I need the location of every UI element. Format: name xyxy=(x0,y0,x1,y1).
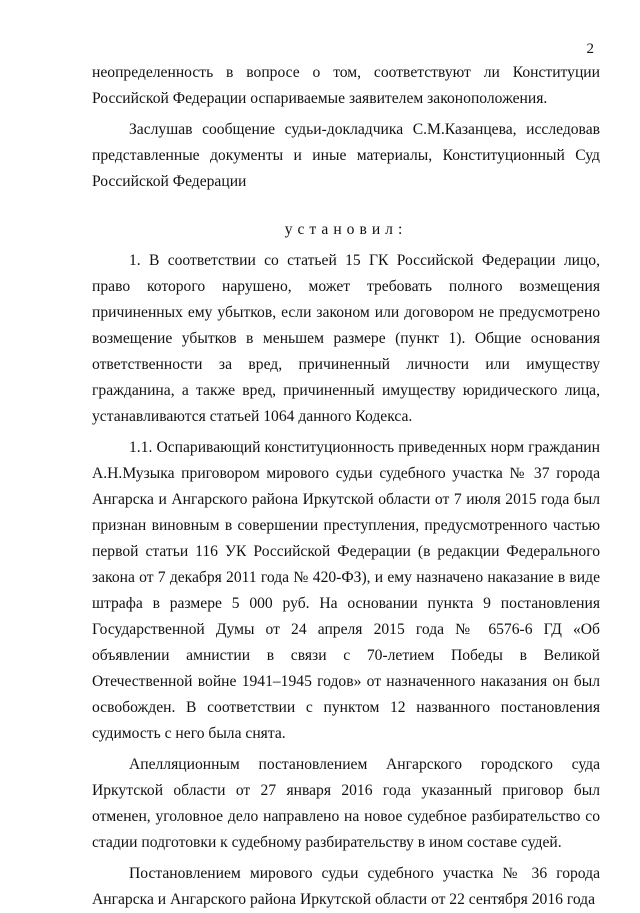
document-body xyxy=(92,60,600,913)
paragraph-preamble: Заслушав сообщение судьи-докладчика С.М.Казанцева, исследовав представленные документы и иные материалы, Конституционный Суд Российской Федерации xyxy=(92,121,600,190)
page-number: 2 xyxy=(586,41,594,57)
paragraph-section-1: 1. В соответствии со статьей 15 ГК Российской Федерации лицо, право которого нарушено, может требовать полного возмещения причиненных ему убытков, если законом или договором не предусмотрено возмещение убытков в меньшем размере (пункт 1). Общие основания ответственности за вред, причиненный личности или имуществу гражданина, а также вред, причиненный имуществу юридического лица, устанавливаются статьей 1064 данного Кодекса. xyxy=(92,252,600,425)
section-heading: установил: xyxy=(284,221,408,238)
paragraph-appeal: Апелляционным постановлением Ангарского городского суда Иркутской области от 27 января 2016 года указанный приговор был отменен, уголовное дело направлено на новое судебное разбирательство со стадии подготовки к судебному разбирательству в ином составе судей. xyxy=(92,756,600,851)
paragraph-section-1-1: 1.1. Оспаривающий конституционность приведенных норм гражданин А.Н.Музыка приговором мирового судьи судебного участка № 37 города Ангарска и Ангарского района Иркутской области от 7 июля 2015 года был признан виновным в совершении преступления, предусмотренного частью первой статьи 116 УК Российской Федерации (в редакции Федерального закона от 7 декабря 2011 года № 420-ФЗ), и ему назначено наказание в виде штрафа в размере 5 000 руб. На основании пункта 9 постановления Государственной Думы от 24 апреля 2015 года № 6576-6 ГД «Об объявлении амнистии в связи с 70-летием Победы в Великой Отечественной войне 1941–1945 годов» от назначенного наказания он был освобожден. В соответствии с пунктом 12 названного постановления судимость с него была снята. xyxy=(92,439,600,742)
paragraph-continuation: неопределенность в вопросе о том, соответствуют ли Конституции Российской Федерации оспариваемые заявителем законоположения. xyxy=(92,64,600,107)
paragraph-ruling: Постановлением мирового судьи судебного участка № 36 города Ангарска и Ангарского района Иркутской области от 22 сентября 2016 года xyxy=(92,865,600,908)
